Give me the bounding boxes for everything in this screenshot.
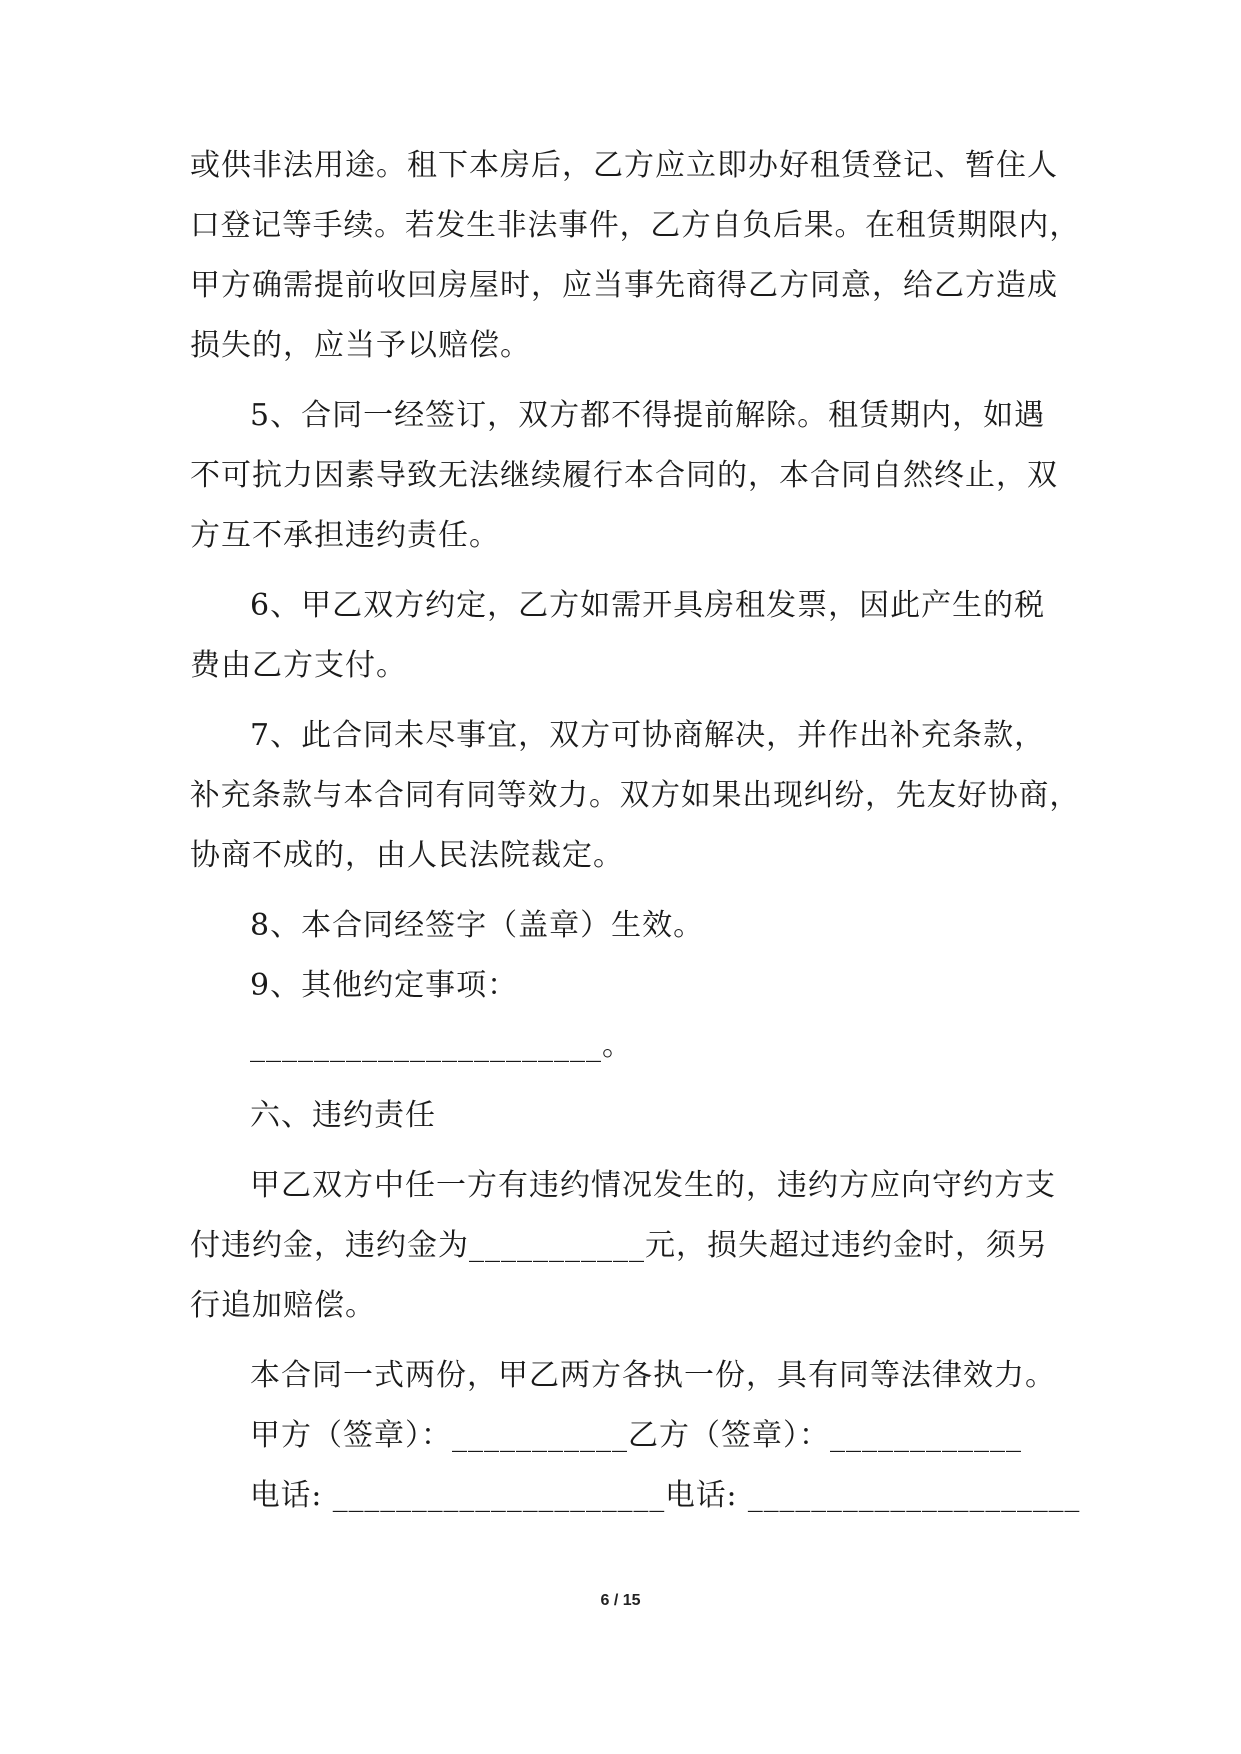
clause-9: 9、其他约定事项： (250, 968, 519, 1003)
phone-line: 电话: _____________________电话: _____________________ (250, 1478, 1081, 1513)
clause-8: 8、本合同经签字（盖章）生效。 (250, 908, 705, 943)
text-line: 费由乙方支付。 (190, 648, 407, 683)
text-line: 或供非法用途。租下本房后，乙方应立即办好租赁登记、暂住人 (190, 148, 1058, 183)
signature-line: 甲方（签章）：___________乙方（签章）：____________ (250, 1418, 1022, 1453)
text-line: 甲方确需提前收回房屋时，应当事先商得乙方同意，给乙方造成 (190, 268, 1058, 303)
text-line: 方互不承担违约责任。 (190, 518, 500, 553)
clause-6: 6、甲乙双方约定，乙方如需开具房租发票，因此产生的税 (250, 588, 1046, 623)
text-line: 补充条款与本合同有同等效力。双方如果出现纠纷，先友好协商， (190, 778, 1081, 813)
text-line: 行追加赔偿。 (190, 1288, 376, 1323)
text-line: 协商不成的，由人民法院裁定。 (190, 838, 624, 873)
text-line: 不可抗力因素导致无法继续履行本合同的，本合同自然终止，双 (190, 458, 1058, 493)
text-line: 损失的，应当予以赔偿。 (190, 328, 531, 363)
clause-7: 7、此合同未尽事宜，双方可协商解决，并作出补充条款， (250, 718, 1046, 753)
blank-line: ______________________。 (250, 1028, 633, 1063)
page-number: 6 / 15 (600, 1592, 641, 1609)
copies-statement: 本合同一式两份，甲乙两方各执一份，具有同等法律效力。 (250, 1358, 1056, 1393)
clause-5: 5、合同一经签订，双方都不得提前解除。租赁期内，如遇 (250, 398, 1046, 433)
text-line: 付违约金，违约金为___________元，损失超过违约金时，须另 (190, 1228, 1048, 1263)
section-heading: 六、违约责任 (250, 1098, 436, 1133)
text-line: 甲乙双方中任一方有违约情况发生的，违约方应向守约方支 (250, 1168, 1056, 1203)
text-line: 口登记等手续。若发生非法事件，乙方自负后果。在租赁期限内， (190, 208, 1081, 243)
